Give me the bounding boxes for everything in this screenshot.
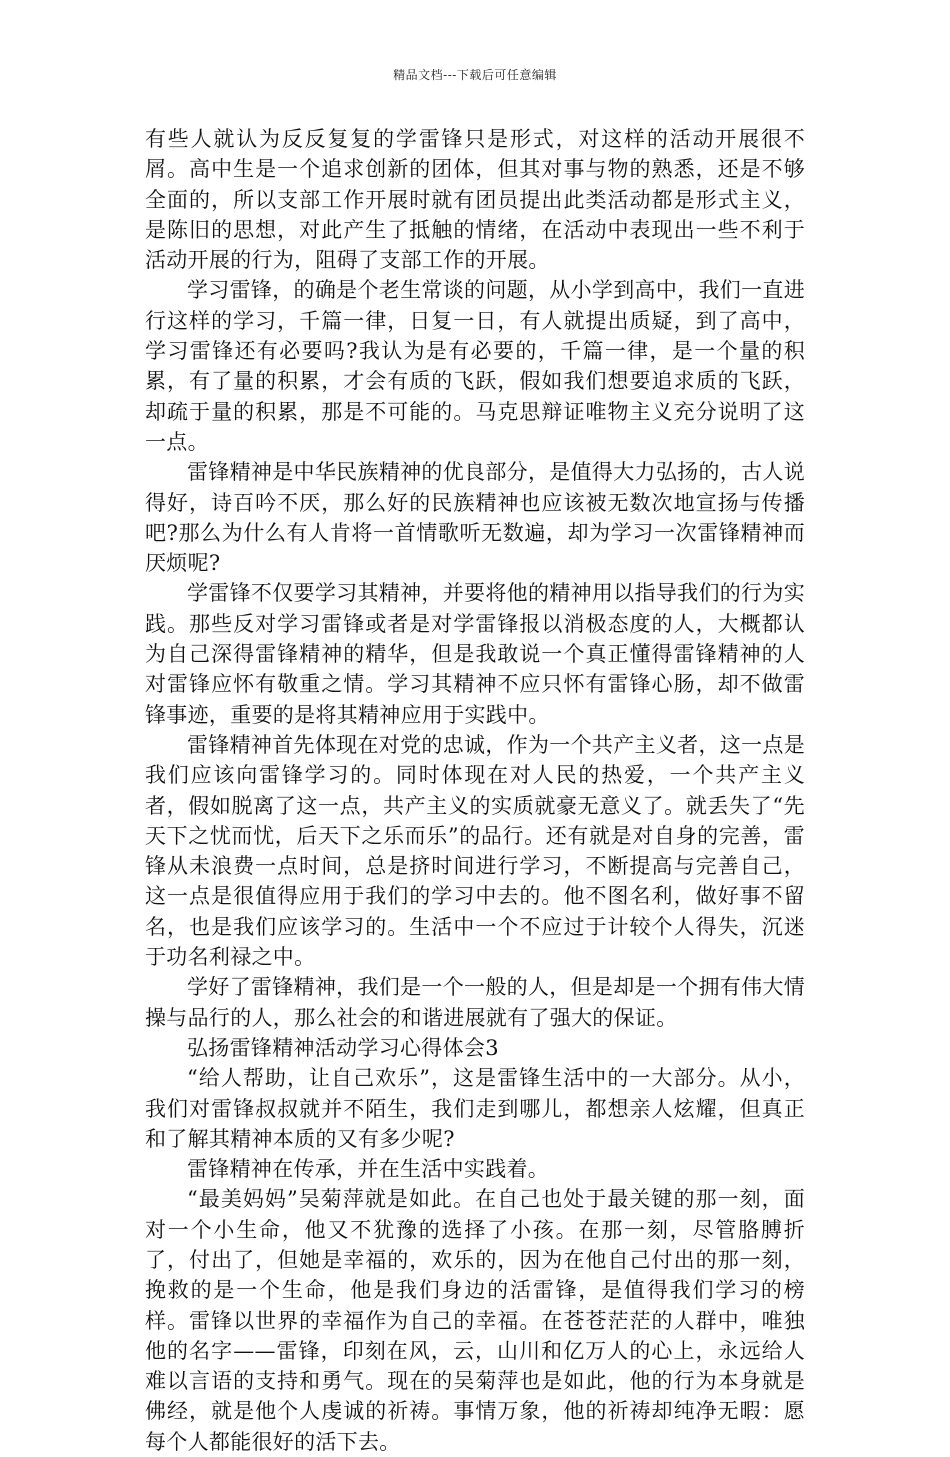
page-header: 精品文档---下载后可任意编辑 — [393, 68, 557, 82]
paragraph: 雷锋精神是中华民族精神的优良部分，是值得大力弘扬的，古人说得好，诗百吟不厌，那么好的民族精神也应该被无数次地宣扬与传播吧?那么为什么有人肯将一首情歌听无数遍，却为学习一次雷锋精神而厌烦呢? — [145, 460, 805, 576]
section-heading: 弘扬雷锋精神活动学习心得体会3 — [187, 1035, 499, 1060]
paragraph: 雷锋精神首先体现在对党的忠诚，作为一个共产主义者，这一点是我们应该向雷锋学习的。同时体现在对人民的热爱，一个共产主义者，假如脱离了这一点，共产主义的实质就豪无意义了。就丢失了“先天下之忧而忧，后天下之乐而乐”的品行。还有就是对自身的完善，雷锋从未浪费一点时间，总是挤时间进行学习，不断提高与完善自己，这一点是很值得应用于我们的学习中去的。他不图名利，做好事不留名，也是我们应该学习的。生活中一个不应过于计较个人得失，沉迷于功名利禄之中。 — [145, 732, 805, 970]
paragraph: 有些人就认为反反复复的学雷锋只是形式，对这样的活动开展很不屑。高中生是一个追求创新的团体，但其对事与物的熟悉，还是不够全面的，所以支部工作开展时就有团员提出此类活动都是形式主义，是陈旧的思想，对此产生了抵触的情绪，在活动中表现出一些不利于活动开展的行为，阻碍了支部工作的开展。 — [145, 127, 805, 273]
paragraph: “最美妈妈”吴菊萍就是如此。在自己也处于最关键的那一刻，面对一个小生命，他又不犹豫的选择了小孩。在那一刻，尽管胳膊折了，付出了，但她是幸福的，欢乐的，因为在他自己付出的那一刻，挽救的是一个生命，他是我们身边的活雷锋，是值得我们学习的榜样。雷锋以世界的幸福作为自己的幸福。在苍苍茫茫的人群中，唯独他的名字——雷锋，印刻在风，云，山川和亿万人的心上，永远给人难以言语的支持和勇气。现在的吴菊萍也是如此，他的行为本身就是佛经，就是他个人虔诚的祈祷。事情万象，他的祈祷却纯净无暇：愿每个人都能很好的活下去。 — [145, 1187, 805, 1454]
paragraph: 学习雷锋，的确是个老生常谈的问题，从小学到高中，我们一直进行这样的学习，千篇一律，日复一日，有人就提出质疑，到了高中，学习雷锋还有必要吗?我认为是有必要的，千篇一律，是一个量的积累，有了量的积累，才会有质的飞跃，假如我们想要追求质的飞跃，却疏于量的积累，那是不可能的。马克思辩证唯物主义充分说明了这一点。 — [145, 278, 805, 454]
document-body — [145, 124, 805, 1457]
paragraph: 学雷锋不仅要学习其精神，并要将他的精神用以指导我们的行为实践。那些反对学习雷锋或者是对学雷锋报以消极态度的人，大概都认为自己深得雷锋精神的精华，但是我敢说一个真正懂得雷锋精神的人对雷锋应怀有敬重之情。学习其精神不应只怀有雷锋心肠，却不做雷锋事迹，重要的是将其精神应用于实践中。 — [145, 581, 805, 727]
paragraph: 学好了雷锋精神，我们是一个一般的人，但是却是一个拥有伟大情操与品行的人，那么社会的和谐进展就有了强大的保证。 — [145, 975, 805, 1030]
paragraph: “给人帮助，让自己欢乐”，这是雷锋生活中的一大部分。从小，我们对雷锋叔叔就并不陌生，我们走到哪儿，都想亲人炫耀，但真正和了解其精神本质的又有多少呢? — [145, 1066, 805, 1151]
paragraph: 雷锋精神在传承，并在生活中实践着。 — [187, 1157, 550, 1182]
